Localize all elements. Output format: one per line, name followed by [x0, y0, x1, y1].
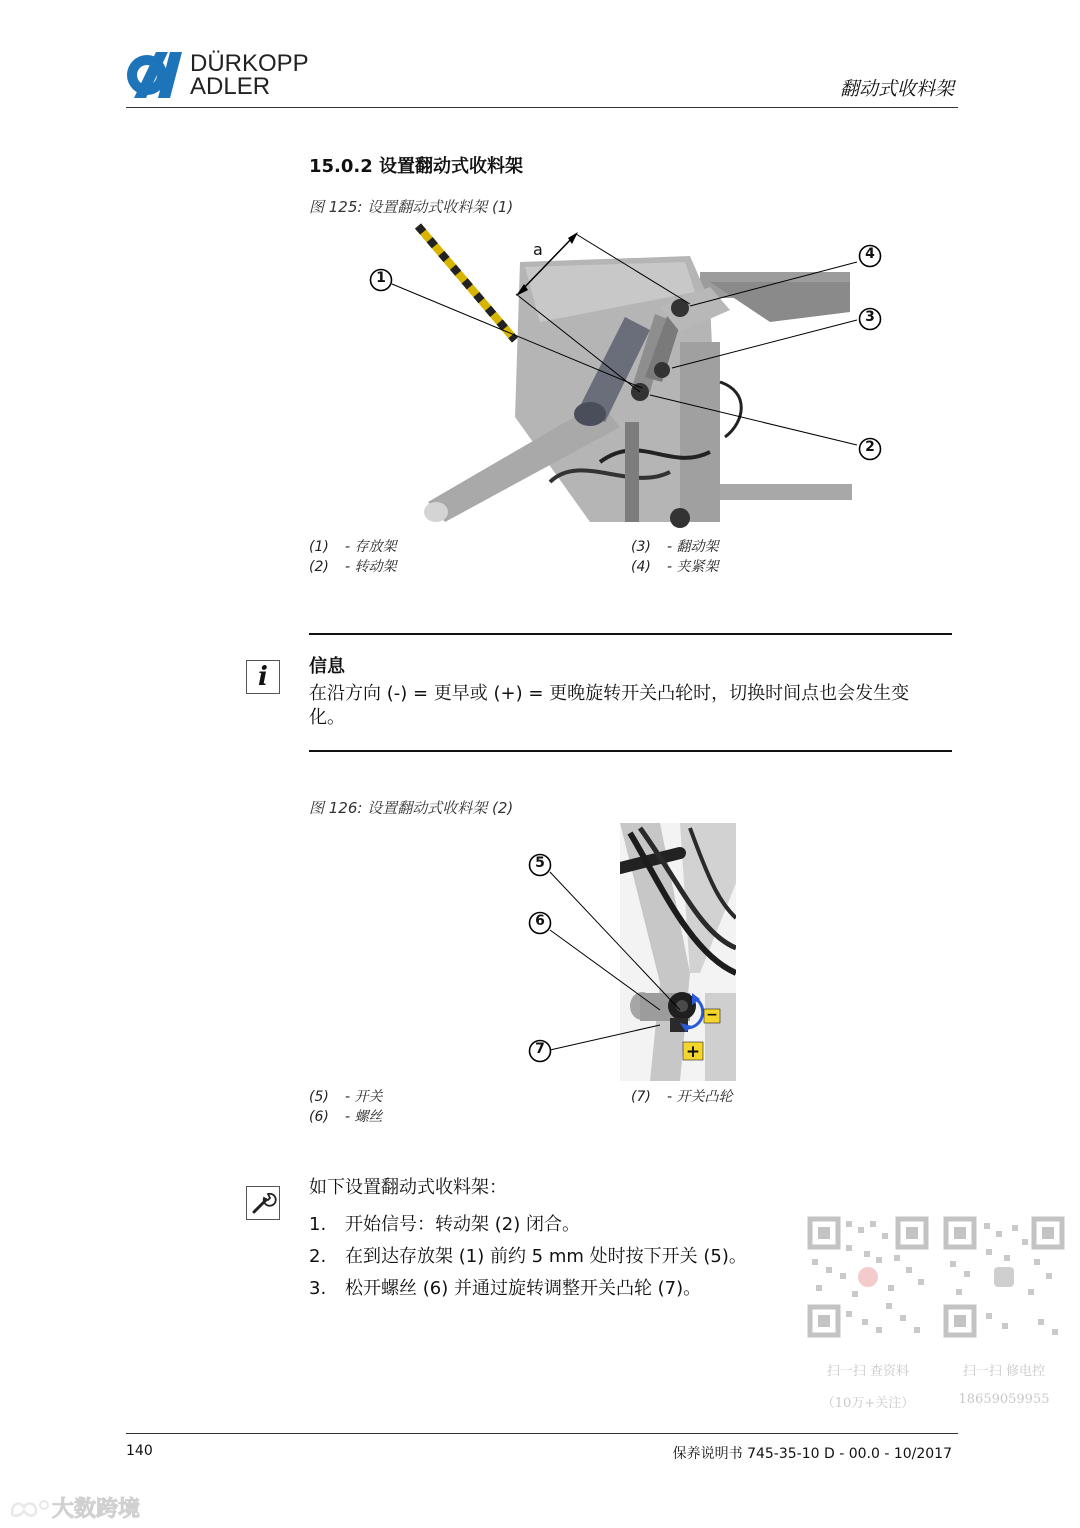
figure1-callout-lines — [360, 240, 900, 470]
legend-num: (1) — [309, 539, 329, 555]
callout-2 — [858, 437, 882, 465]
figure1-legend-left — [309, 537, 397, 577]
step-text: 在到达存放架 (1) 前约 5 mm 处时按下开关 (5)。 — [345, 1246, 747, 1267]
watermark-text: 大数跨境 — [52, 1497, 141, 1522]
legend-num: (7) — [631, 1089, 651, 1105]
callout-4 — [858, 244, 882, 272]
qr-left-line1: 扫一扫 查资料 — [826, 1364, 910, 1379]
logo-mark-icon — [126, 52, 186, 98]
procedure-step — [309, 1277, 747, 1309]
procedure-step — [309, 1213, 747, 1245]
info-top-rule — [309, 633, 952, 635]
legend-text: - 存放架 — [345, 539, 397, 555]
qr-code-right[interactable] — [942, 1215, 1066, 1339]
brand-name-line2: ADLER — [190, 73, 271, 100]
legend-item — [309, 1087, 383, 1107]
step-number: 2. — [309, 1246, 327, 1267]
legend-num: (3) — [631, 539, 651, 555]
procedure-steps — [309, 1213, 747, 1309]
legend-num: (5) — [309, 1089, 329, 1105]
callout-2-label: 2 — [865, 439, 875, 455]
watermark — [8, 1492, 140, 1523]
legend-text: - 转动架 — [345, 559, 397, 575]
step-number: 3. — [309, 1278, 327, 1299]
callout-1 — [369, 268, 393, 296]
procedure-step — [309, 1245, 747, 1277]
callout-5-label: 5 — [535, 855, 545, 871]
legend-item — [631, 537, 719, 557]
legend-item — [631, 1087, 733, 1107]
step-number: 1. — [309, 1214, 327, 1235]
callout-6 — [528, 911, 552, 939]
figure1-legend-right — [631, 537, 719, 577]
qr-left-line2: （10万+关注） — [821, 1396, 915, 1411]
brand-name-line1: DÜRKOPP — [190, 50, 309, 77]
legend-num: (2) — [309, 559, 329, 575]
info-text: 在沿方向 (-) = 更早或 (+) = 更晚旋转开关凸轮时，切换时间点也会发生变化。 — [309, 683, 910, 728]
callout-6-label: 6 — [535, 913, 545, 929]
qr-code-left[interactable] — [806, 1215, 930, 1339]
callout-7-label: 7 — [535, 1041, 545, 1057]
doc-reference: 保养说明书 745-35-10 D - 00.0 - 10/2017 — [672, 1446, 952, 1462]
dimension-label-a: a — [533, 240, 543, 259]
callout-7 — [528, 1039, 552, 1067]
figure2-caption: 图 126: 设置翻动式收料架 (2) — [309, 799, 514, 817]
info-icon: i — [246, 660, 280, 694]
legend-item — [309, 537, 397, 557]
procedure-intro: 如下设置翻动式收料架： — [309, 1177, 507, 1198]
step-text: 松开螺丝 (6) 并通过旋转调整开关凸轮 (7)。 — [345, 1278, 702, 1299]
page-number: 140 — [126, 1443, 153, 1459]
watermark-logo-icon — [8, 1497, 52, 1519]
legend-text: - 翻动架 — [667, 539, 719, 555]
figure2-legend-right — [631, 1087, 733, 1107]
callout-3 — [858, 307, 882, 335]
legend-text: - 夹紧架 — [667, 559, 719, 575]
figure1-caption: 图 125: 设置翻动式收料架 (1) — [309, 198, 514, 216]
step-text: 开始信号：转动架 (2) 闭合。 — [345, 1214, 580, 1235]
legend-text: - 螺丝 — [345, 1109, 383, 1125]
callout-1-label: 1 — [376, 270, 386, 286]
legend-item — [309, 1107, 383, 1127]
header-title: 翻动式收料架 — [839, 78, 954, 100]
legend-text: - 开关凸轮 — [667, 1089, 733, 1105]
callout-3-label: 3 — [865, 309, 875, 325]
wrench-icon — [246, 1186, 280, 1220]
callout-5 — [528, 853, 552, 881]
plus-sign: + — [685, 1042, 701, 1062]
legend-num: (4) — [631, 559, 651, 575]
figure2-legend-left — [309, 1087, 383, 1127]
qr-right-line1: 扫一扫 修电控 — [962, 1364, 1046, 1379]
figure2-callout-lines — [540, 860, 690, 1060]
legend-item — [309, 557, 397, 577]
footer-rule — [126, 1433, 958, 1434]
qr-right-line2: 18659059955 — [958, 1392, 1050, 1407]
info-bottom-rule — [309, 750, 952, 752]
header-rule — [126, 107, 958, 108]
legend-num: (6) — [309, 1109, 329, 1125]
legend-item — [631, 557, 719, 577]
legend-text: - 开关 — [345, 1089, 383, 1105]
callout-4-label: 4 — [865, 246, 875, 262]
minus-sign: − — [706, 1007, 718, 1023]
brand-logo — [126, 52, 326, 100]
info-heading: 信息 — [309, 656, 345, 677]
section-title: 15.0.2 设置翻动式收料架 — [309, 156, 524, 177]
